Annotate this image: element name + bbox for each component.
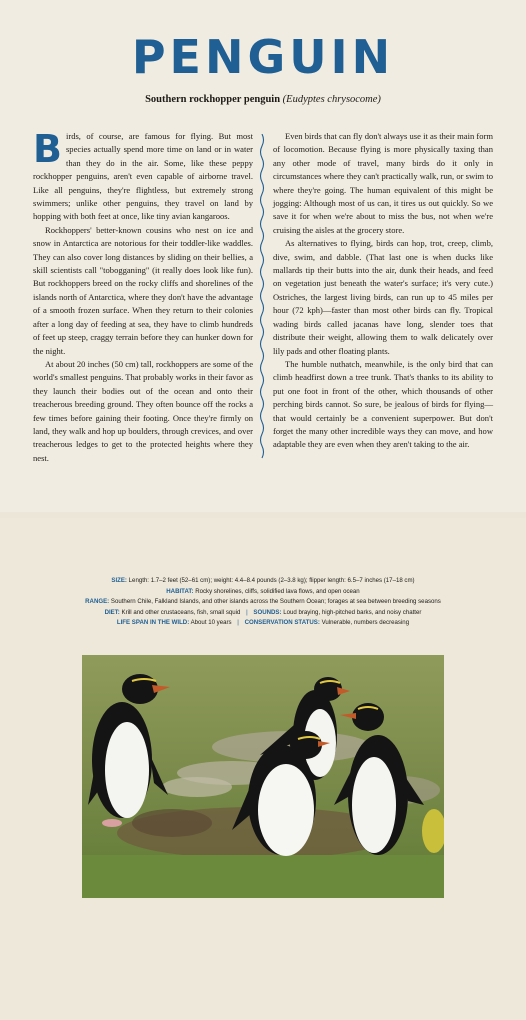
penguin-photo <box>82 655 444 898</box>
fact-label: CONSERVATION STATUS: <box>244 619 320 627</box>
fact-label: SIZE: <box>111 577 127 584</box>
fact-label: HABITAT: <box>166 587 194 595</box>
column-divider <box>258 134 266 460</box>
scientific-name: (Eudyptes chrysocome) <box>282 94 381 105</box>
fact-value: About 10 years <box>190 619 232 627</box>
fact-label: DIET: <box>104 608 120 616</box>
fact-value: Loud braying, high-pitched barks, and noisy chatter <box>283 608 422 616</box>
right-column <box>273 130 493 452</box>
fact-value: Southern Chile, Falkland Islands, and other islands across the Southern Ocean; forages at sea between breeding seasons <box>110 598 441 606</box>
fact-row-habitat <box>20 587 506 598</box>
common-name: Southern rockhopper penguin <box>145 94 281 105</box>
fact-separator: | <box>246 608 248 616</box>
drop-cap: B <box>33 127 62 171</box>
paragraph: The humble nuthatch, meanwhile, is the only bird that can climb headfirst down a tree trunk. That's thanks to its ability to put one foot in front of the other, which thousands of other perching birds cannot. So sure, be jealous of birds for flying—that would certainly be a convenient superpower. But don't forget the many other incredible ways they can move, and how adaptable they are even when they aren't taking to the air. <box>273 358 493 450</box>
fact-row-range <box>20 597 506 608</box>
left-column <box>33 127 253 465</box>
fact-row-diet-sounds <box>20 608 506 619</box>
paragraph: Rockhoppers' better-known cousins who nest on ice and snow in Antarctica are notorious for their toddler-like waddles. They can also cover long distances by sliding on their bellies, a skill scientists call "tobogganing" (it really does look like fun). But rockhoppers breed on the rocky cliffs and shorelines of the islands north of Antarctica, where they don't have the advantage of a smooth frozen surface. When they return to their colonies after a long day of feeding at sea, they have to climb hundreds of feet up steep, craggy terrain before they can hunker down for the night. <box>33 224 253 356</box>
penguin-photo-illustration <box>82 655 444 898</box>
paragraph: As alternatives to flying, birds can hop, trot, creep, climb, dive, swim, and dabble. (That last one is when ducks like mallards tip their butts into the air, dunk their heads, and feed on vegetation just beneath the water's surface; it's very cute.) Ostriches, the largest living birds, can run up to 45 miles per hour (72 kph)—faster than most other birds can fly. Tropical wading birds called jacanas have long, slender toes that distribute their weight, allowing them to walk delicately over lily pads and other floating plants. <box>273 238 493 356</box>
fact-row-lifespan-status <box>20 618 506 629</box>
fact-box <box>20 576 506 629</box>
fact-value: Rocky shorelines, cliffs, solidified lava flows, and open ocean <box>195 587 360 595</box>
fact-value: Vulnerable, numbers decreasing <box>321 619 410 627</box>
page-title: PENGUIN <box>131 30 395 84</box>
paragraph <box>33 127 253 224</box>
fact-row-size <box>20 576 506 587</box>
fact-value: Krill and other crustaceans, fish, small squid <box>121 608 241 616</box>
fact-label: LIFE SPAN IN THE WILD: <box>116 619 190 627</box>
fact-separator: | <box>237 619 239 627</box>
paragraph: Even birds that can fly don't always use it as their main form of locomotion. Because flying is more physically taxing than any other mode of travel, many birds do it only in circumstances where they can't practically walk, run, or swim to where they're going. The human equivalent of this might be jogging: Although most of us can, it tires us out quickly. So we save it for when we're about to miss the bus, not when we're cruising the aisles at the grocery store. <box>273 131 493 235</box>
fact-label: RANGE: <box>85 598 110 606</box>
fact-value: Length: 1.7–2 feet (52–61 cm); weight: 4.4–8.4 pounds (2–3.8 kg); flipper length: 6.5–7 inches (17–18 cm) <box>128 577 415 584</box>
fact-label: SOUNDS: <box>253 608 282 616</box>
paragraph: At about 20 inches (50 cm) tall, rockhoppers are some of the world's smallest penguins. That probably works in their favor as they launch their bodies out of the ocean and onto their treacherous breeding ground. They often bounce off the rocks a few times before gaining their footing. Once they're firmly on land, they walk and hop up boulders, through crevices, and over treacherous ledges to get to the protected heights where they nest. <box>33 358 253 463</box>
paragraph-text: irds, of course, are famous for flying. But most species actually spend more time on land or in water than they do in the air. Some, like these peppy rockhopper penguins, aren't even capable of airborne travel. Like all penguins, they're flightless, but extremely strong swimmers; unlike other penguins, they travel on land by hopping with both feet at once, like tiny avian kangaroos. <box>33 131 253 222</box>
species-subtitle <box>0 94 526 105</box>
